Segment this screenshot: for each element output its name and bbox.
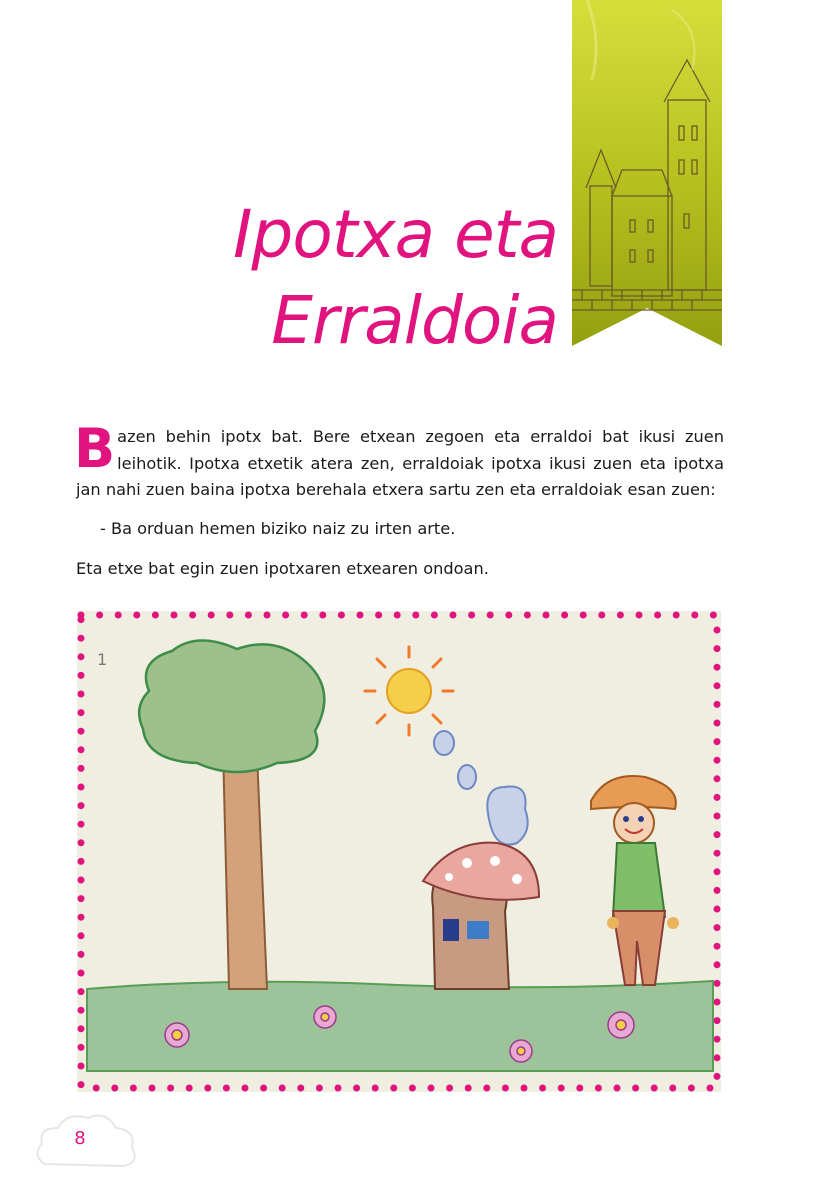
drop-cap: B [74, 417, 116, 480]
tree-icon [139, 640, 324, 989]
title-line-1: Ipotxa eta [232, 196, 558, 273]
page-number: 8 [74, 1128, 86, 1149]
sun-icon [365, 647, 453, 735]
story-text [74, 417, 724, 583]
drawing-frame [77, 611, 721, 1092]
castle-ribbon [572, 0, 722, 346]
page-title [233, 192, 558, 364]
dwarf-icon [591, 776, 679, 985]
story-paragraph-1-text: azen behin ipotx bat. Bere etxean zegoen eta erraldoi bat ikusi zuen leihotik. Ipotxa etxetik atera zen, erraldoiak ipotxa ikusi zuen eta ipotxa jan nahi zuen baina ipotxa berehala etxera sartu zen eta erraldoiak esan zuen: [76, 427, 724, 499]
story-paragraph-1 [74, 417, 724, 504]
story-paragraph-2: Eta etxe bat egin zuen ipotxaren etxearen ondoan. [76, 559, 489, 578]
mushroom-house-icon [423, 843, 539, 989]
smoke-icon [434, 731, 528, 845]
child-drawing [77, 611, 721, 1092]
title-line-2: Erraldoia [271, 282, 558, 359]
drawing-corner-number: 1 [97, 650, 108, 669]
story-dialogue: - Ba orduan hemen biziko naiz zu irten arte. [100, 518, 456, 538]
